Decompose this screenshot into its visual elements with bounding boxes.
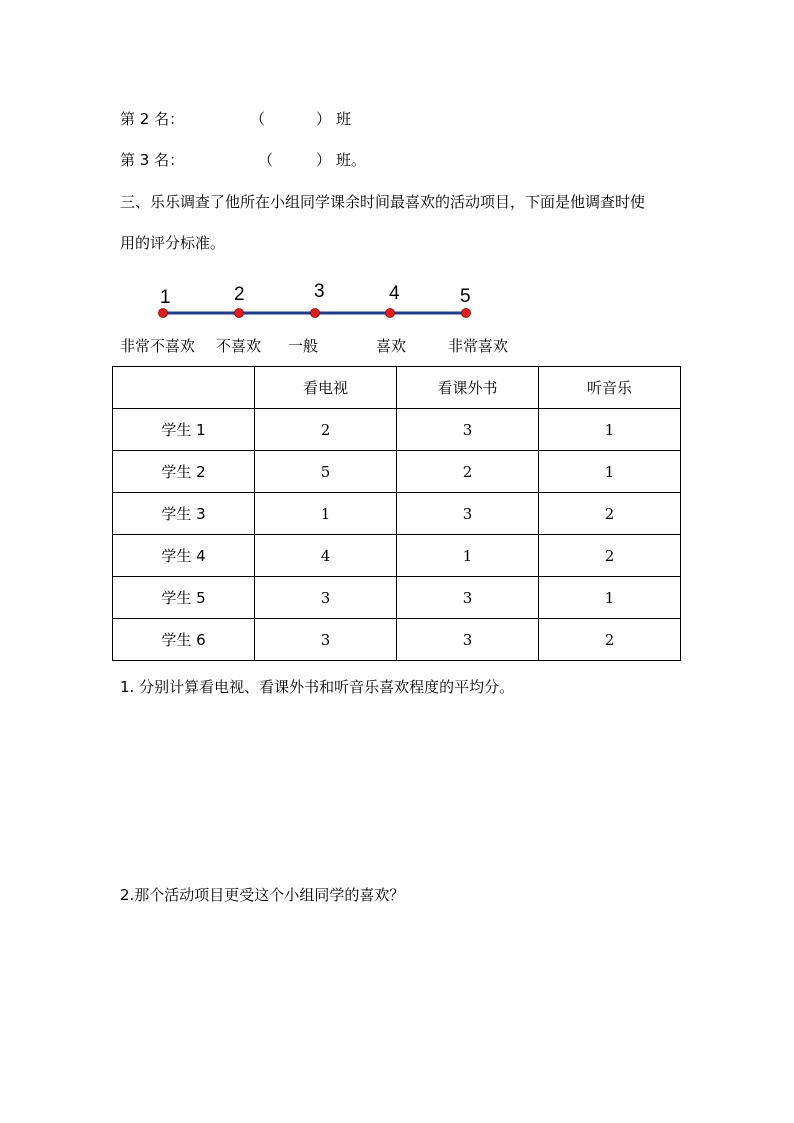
tv-score: 3 bbox=[255, 577, 397, 619]
scale-dot-5 bbox=[462, 309, 471, 318]
student-name: 学生 5 bbox=[113, 577, 255, 619]
table-row bbox=[113, 577, 681, 619]
scale-label-2: 不喜欢 bbox=[216, 337, 262, 355]
tv-score: 5 bbox=[255, 451, 397, 493]
rank-third-paren-close: ） bbox=[316, 151, 332, 169]
tv-score: 3 bbox=[255, 619, 397, 661]
question-line-2: 用的评分标准。 bbox=[120, 234, 226, 252]
student-name: 学生 4 bbox=[113, 535, 255, 577]
scale-dot-2 bbox=[235, 309, 244, 318]
tv-score: 1 bbox=[255, 493, 397, 535]
music-score: 1 bbox=[539, 451, 681, 493]
scale-label-5: 非常喜欢 bbox=[448, 337, 509, 355]
rank-third-suffix: 班。 bbox=[336, 151, 367, 169]
rank-third-label: 第 3 名： bbox=[120, 151, 185, 169]
music-score: 2 bbox=[539, 535, 681, 577]
scale-number-1: 1 bbox=[160, 287, 171, 308]
student-name: 学生 1 bbox=[113, 409, 255, 451]
table-header-row bbox=[113, 367, 681, 409]
header-tv: 看电视 bbox=[255, 367, 397, 409]
scale-number-2: 2 bbox=[234, 284, 245, 305]
table-row bbox=[113, 409, 681, 451]
scale-dot-3 bbox=[311, 309, 320, 318]
books-score: 1 bbox=[397, 535, 539, 577]
books-score: 3 bbox=[397, 409, 539, 451]
tv-score: 4 bbox=[255, 535, 397, 577]
table-row bbox=[113, 451, 681, 493]
books-score: 3 bbox=[397, 577, 539, 619]
rank-second-label: 第 2 名： bbox=[120, 110, 185, 128]
books-score: 2 bbox=[397, 451, 539, 493]
header-books: 看课外书 bbox=[397, 367, 539, 409]
rank-third-paren-open: （ bbox=[258, 151, 274, 169]
scale-label-1: 非常不喜欢 bbox=[120, 337, 196, 355]
table-row bbox=[113, 535, 681, 577]
rating-scale bbox=[150, 278, 480, 326]
student-name: 学生 3 bbox=[113, 493, 255, 535]
table-row bbox=[113, 493, 681, 535]
rank-second-paren-open: （ bbox=[250, 110, 266, 128]
score-table bbox=[112, 366, 681, 661]
scale-label-3: 一般 bbox=[288, 337, 319, 355]
books-score: 3 bbox=[397, 619, 539, 661]
scale-number-3: 3 bbox=[314, 281, 325, 302]
scale-number-5: 5 bbox=[460, 286, 471, 307]
books-score: 3 bbox=[397, 493, 539, 535]
music-score: 1 bbox=[539, 577, 681, 619]
music-score: 2 bbox=[539, 493, 681, 535]
question-line-1: 三、乐乐调查了他所在小组同学课余时间最喜欢的活动项目，下面是他调查时使 bbox=[120, 193, 646, 211]
subquestion-1: 1. 分别计算看电视、看课外书和听音乐喜欢程度的平均分。 bbox=[120, 678, 515, 696]
subquestion-2: 2.那个活动项目更受这个小组同学的喜欢？ bbox=[120, 886, 405, 904]
rank-second-paren-close: ） bbox=[316, 110, 332, 128]
music-score: 1 bbox=[539, 409, 681, 451]
header-empty bbox=[113, 367, 255, 409]
scale-label-4: 喜欢 bbox=[376, 337, 407, 355]
header-music: 听音乐 bbox=[539, 367, 681, 409]
rank-second-suffix: 班 bbox=[336, 110, 352, 128]
tv-score: 2 bbox=[255, 409, 397, 451]
student-name: 学生 6 bbox=[113, 619, 255, 661]
scale-dot-4 bbox=[386, 309, 395, 318]
scale-dot-1 bbox=[159, 309, 168, 318]
table-row bbox=[113, 619, 681, 661]
music-score: 2 bbox=[539, 619, 681, 661]
scale-number-4: 4 bbox=[389, 283, 400, 304]
student-name: 学生 2 bbox=[113, 451, 255, 493]
